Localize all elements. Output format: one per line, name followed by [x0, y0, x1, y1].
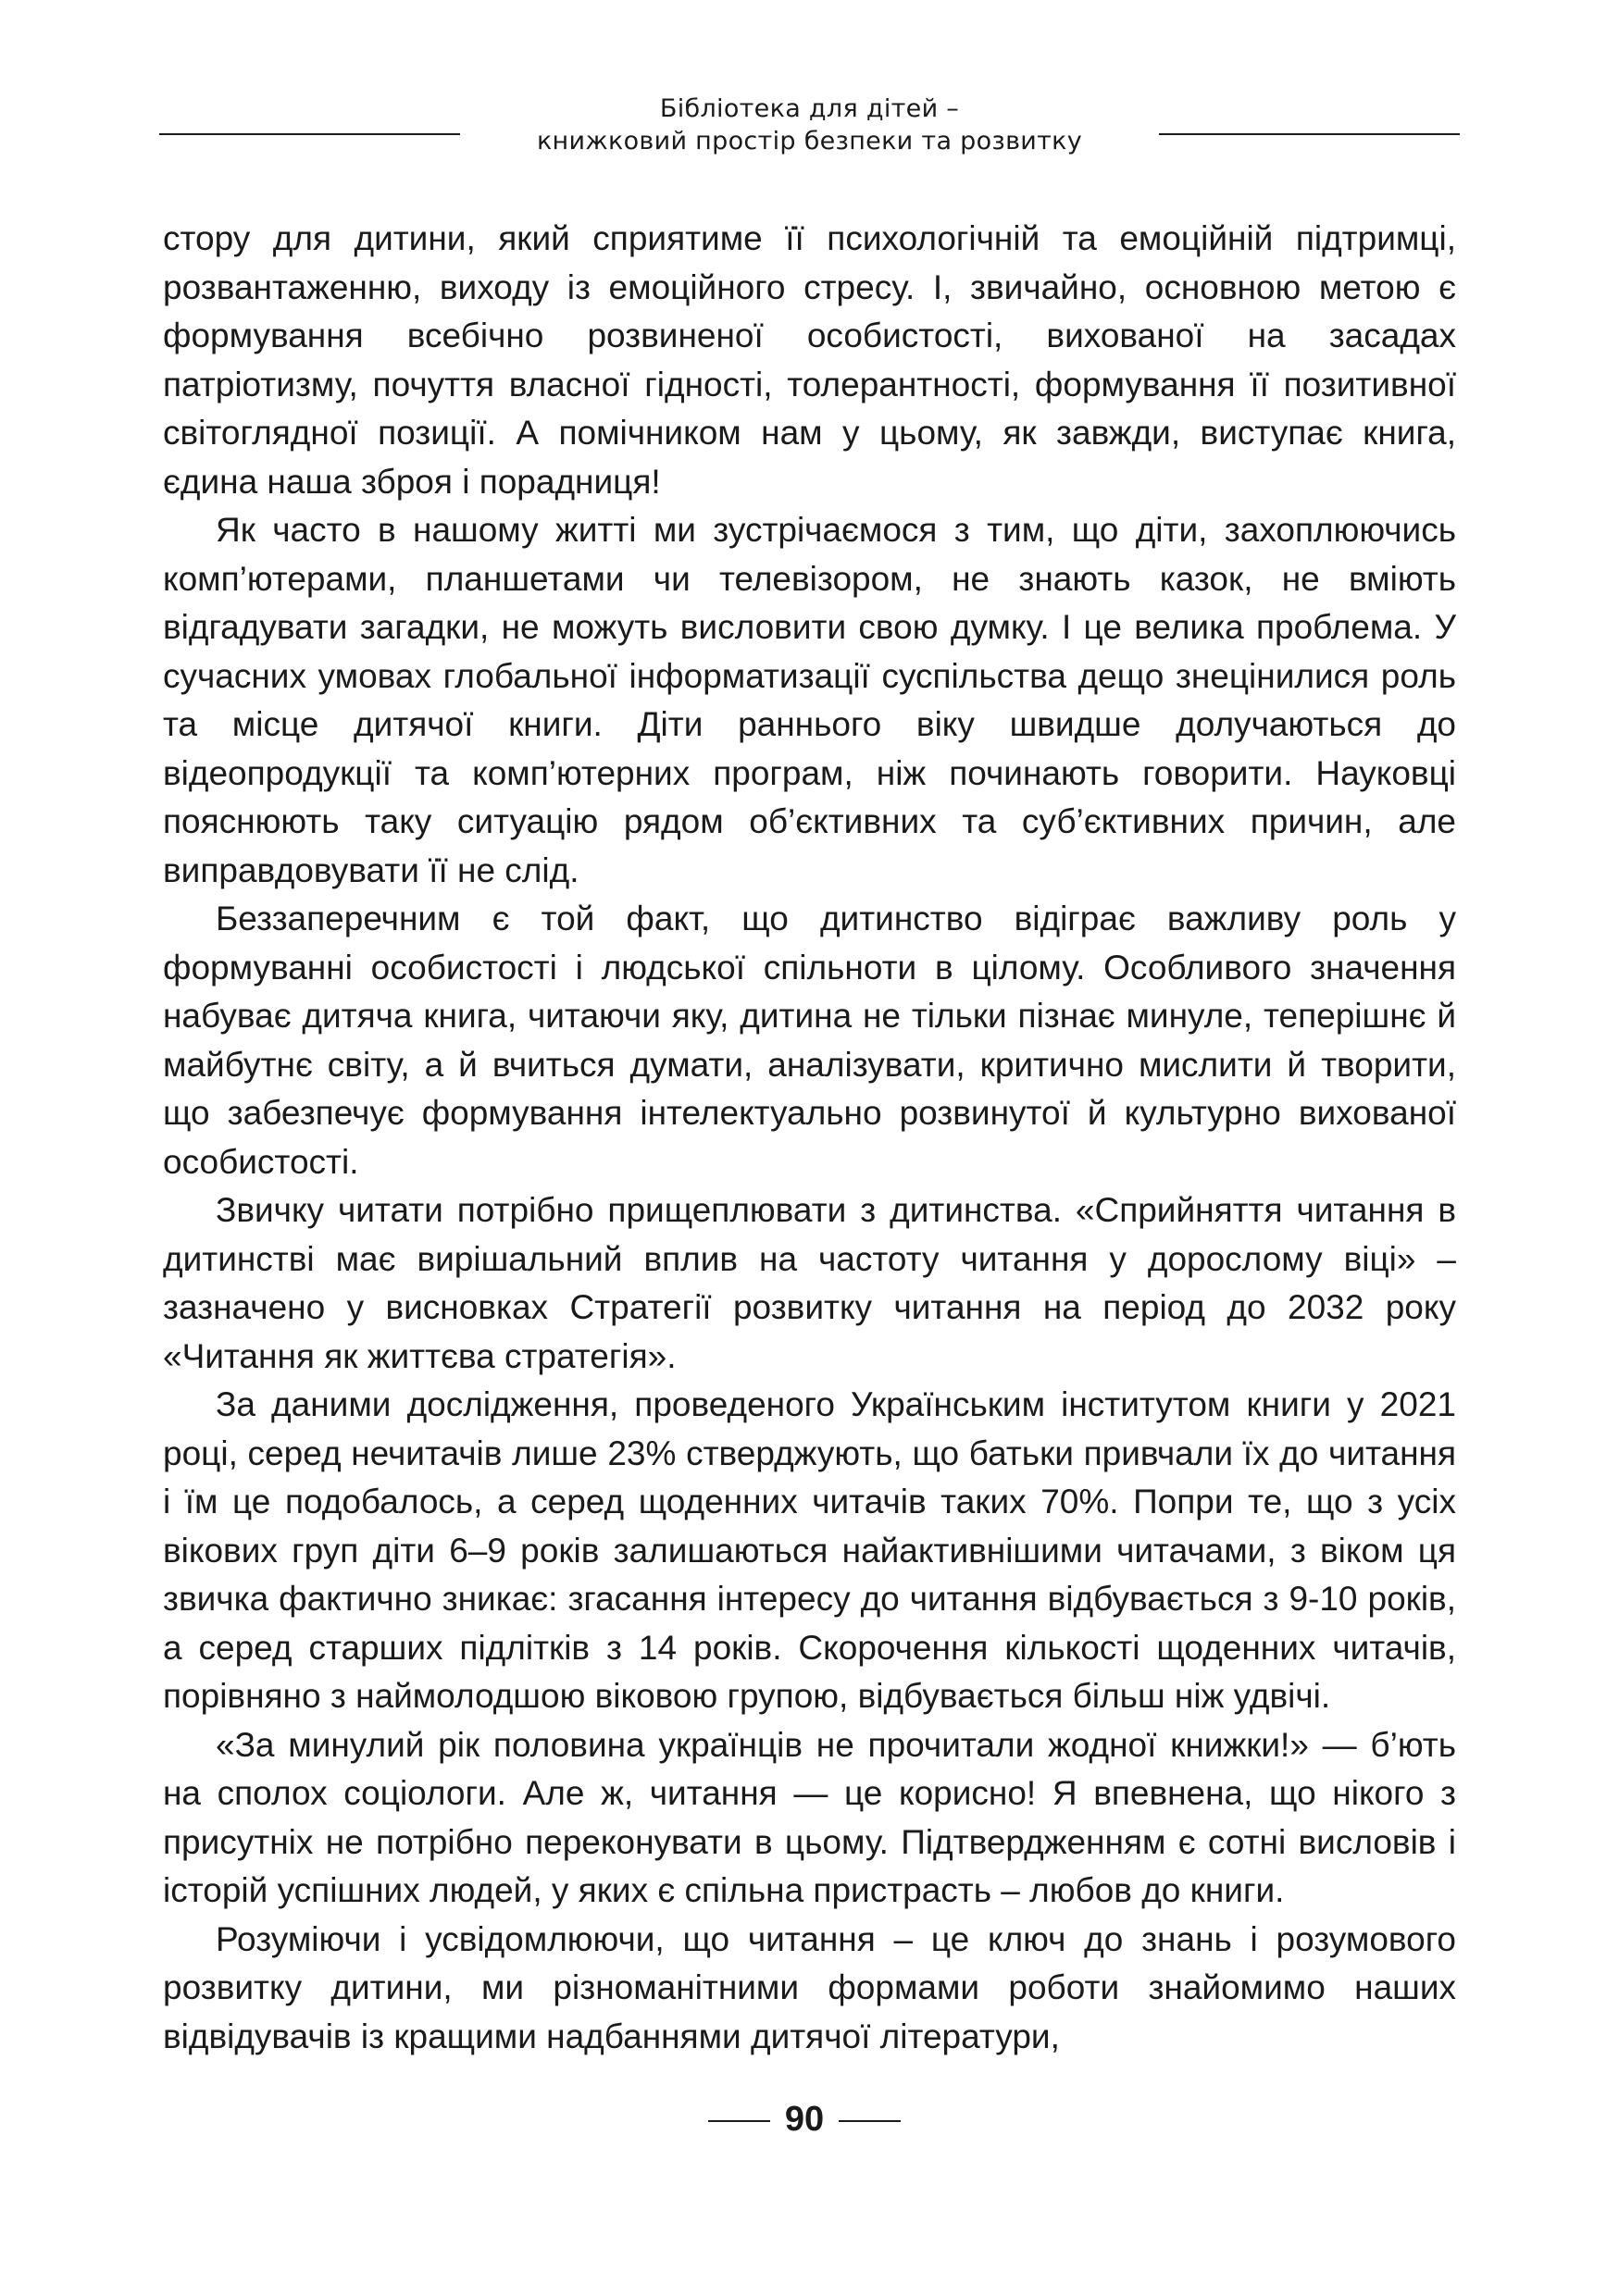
header-title-line-1: Бібліотека для дітей – [659, 94, 960, 123]
paragraph: Беззаперечним є той факт, що дитинство відіграє важливу роль у формуванні особистості і людської спільноти в цілому. Особливого значення набуває дитяча книга, читаючи яку, дитина не тільки пізнає минуле, теперішнє й майбутнє світу, а й вчиться думати, аналізувати, критично мислити й творити, що забезпечує формування інтелектуально розвинутої й культурно вихованої особистості. [163, 900, 1456, 1181]
footer-rule-right [839, 2120, 901, 2122]
page-body [163, 215, 1456, 2061]
paragraph-continued: стору для дитини, який сприятиме її психологічній та емоційній підтримці, розвантаженню, виходу із емоційного стресу. І, звичайно, основною метою є формування всебічно розвиненої особистості, вихованої на засадах патріотизму, почуття власної гідності, толерантності, формування її позитивної світоглядної позиції. А помічником нам у цьому, як завжди, виступає книга, єдина наша зброя і порадниця! [163, 219, 1456, 501]
page-number: 90 [784, 2100, 825, 2139]
page-footer [0, 2096, 1619, 2142]
footer-rule-left [708, 2120, 770, 2122]
paragraph: Звичку читати потрібно прищеплювати з дитинства. «Сприйняття читання в дитинстві має вирішальний вплив на частоту читання у дорослому віці» – зазначено у висновках Стратегії розвитку читання на період до 2032 року «Читання як життєва стратегія». [163, 1191, 1456, 1375]
header-title-line-2: книжковий простір безпеки та розвитку [536, 127, 1083, 155]
paragraph: «За минулий рік половина українців не прочитали жодної книжки!» — б’ють на сполох соціологи. Але ж, читання — це корисно! Я впевнена, що нікого з присутніх не потрібно переконувати в цьому. Підтвердженням є сотні висловів і історій успішних людей, у яких є спільна пристрасть – любов до книги. [163, 1725, 1456, 1909]
paragraph: За даними дослідження, проведеного Українським інститутом книги у 2021 році, серед нечитачів лише 23% стверджують, що батьки привчали їх до читання і їм це подобалось, а серед щоденних читачів таких 70%. Попри те, що з усіх вікових груп діти 6–9 років залишаються найактивнішими читачами, з віком ця звичка фактично зникає: згасання інтересу до читання відбувається з 9-10 років, а серед старших підлітків з 14 років. Скорочення кількості щоденних читачів, порівняно з наймолодшою віковою групою, відбувається більш ніж удвічі. [163, 1385, 1456, 1715]
running-header [159, 93, 1460, 167]
paragraph: Розуміючи і усвідомлюючи, що читання – це ключ до знань і розумового розвитку дитини, ми різноманітними формами роботи знайомимо наших відвідувачів із кращими надбаннями дитячої літератури, [163, 1919, 1456, 2055]
header-rule-right [1159, 133, 1460, 135]
paragraph: Як часто в нашому житті ми зустрічаємося з тим, що діти, захоплюючись комп’ютерами, планшетами чи телевізором, не знають казок, не вміють відгадувати загадки, не можуть висловити свою думку. І це велика проблема. У сучасних умовах глобальної інформатизації суспільства дещо знецінилися роль та місце дитячої книги. Діти раннього віку швидше долучаються до відеопродукції та комп’ютерних програм, ніж починають говорити. Науковці пояснюють таку ситуацію рядом об’єктивних та суб’єктивних причин, але виправдовувати її не слід. [163, 511, 1456, 889]
running-header-title [159, 93, 1460, 157]
